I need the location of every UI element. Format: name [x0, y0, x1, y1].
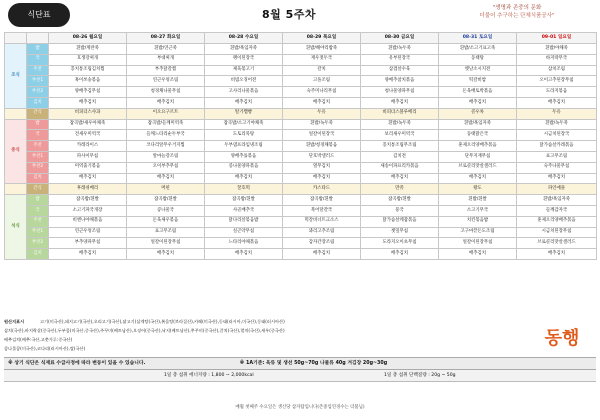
menu-cell: 감자간장조림 [283, 238, 361, 249]
menu-row [5, 141, 597, 152]
menu-cell: 흰밥/녹두죽 [361, 44, 439, 55]
menu-cell: 흰밥/녹두죽 [517, 119, 597, 130]
menu-cell: 표고무조림 [127, 227, 205, 238]
menu-cell: 시금치된장국 [517, 130, 597, 141]
protein-info: 1일 총 섭취 단백질량 : 20g ~ 50g [384, 373, 456, 378]
category-label: 부찬2 [27, 238, 49, 249]
energy-info: 1일 총 섭취 에너지량 : 1,800 ~ 2,000kcal [164, 373, 254, 378]
day-header-row [5, 33, 597, 44]
menu-cell: 브로콜리맛살샐러드 [517, 238, 597, 249]
slogan [442, 4, 592, 20]
menu-cell: 흰밥/야채죽 [517, 44, 597, 55]
menu-cell: 브로콜리맛살샐러드 [439, 162, 517, 173]
menu-cell: 흰밥/흰쌀 [439, 195, 517, 206]
menu-cell: 배추김치 [439, 173, 517, 184]
meal-label: 조식 [5, 44, 27, 109]
menu-cell: 청경채나물무침 [127, 87, 205, 98]
snack-cell: 카스타드 [283, 184, 361, 195]
meal-label: 중식 [5, 119, 27, 184]
menu-cell: 연근우엉조림 [49, 227, 127, 238]
menu-cell: 느타리야채볶음 [205, 238, 283, 249]
menu-row [5, 162, 597, 173]
menu-cell: 김치전 [361, 151, 439, 162]
menu-cell: 콩나물국 [127, 205, 205, 216]
menu-cell: 단호박샐러드 [283, 151, 361, 162]
menu-cell: 부대찌개 [127, 54, 205, 65]
slogan-line1: "생명과 존중의 문화 [492, 5, 542, 11]
menu-cell: 팽이된장국 [205, 54, 283, 65]
menu-cell: 양배추참치볶음 [361, 76, 439, 87]
category-label: 밥 [27, 119, 49, 130]
menu-cell: 동태탕 [439, 54, 517, 65]
snack-cell: 후레쉬베리 [49, 184, 127, 195]
menu-cell: 잡곡밥/들께미역죽 [127, 119, 205, 130]
menu-cell: 갈치 [283, 65, 361, 76]
menu-cell: 잡곡밥/흰쌀 [49, 195, 127, 206]
spacer-cell [5, 184, 27, 195]
day-header: 09-01 일요일 [517, 33, 597, 44]
menu-cell: 카레라이스 [49, 141, 127, 152]
category-label: 주찬 [27, 141, 49, 152]
menu-cell: 잡곡밥/흰쌀 [361, 195, 439, 206]
category-label: 국 [27, 130, 49, 141]
snack-cell: 머핀 [127, 184, 205, 195]
menu-cell: 흰밥/녹두죽 [283, 119, 361, 130]
origin-line: 삼치(국산),바지락살(중국산),두부콩(미국산,중국산),주꾸미(베트남산),오징어(중국산),낙지(베트남산),쭈꾸미(중국산),갈치(국산),멸치(국산),새우(중국산) [4, 328, 285, 333]
notice-bar [4, 357, 596, 370]
menu-cell: 알마늘강조림 [127, 151, 205, 162]
menu-cell: 코다리알무우거지찜 [127, 141, 205, 152]
menu-cell: 잡곡밥/소고기야채죽 [205, 119, 283, 130]
menu-cell: 숙주미나리무침 [283, 87, 361, 98]
menu-cell: 꽈리고추조림 [283, 227, 361, 238]
category-label: 부찬1 [27, 76, 49, 87]
nutrition-bar [4, 370, 596, 382]
menu-cell: 양배추롤볶음 [205, 151, 283, 162]
menu-row [5, 130, 597, 141]
menu-cell: 고구마끝돈도조림 [439, 227, 517, 238]
meal-label: 석식 [5, 195, 27, 260]
logo: 식단표 [8, 3, 70, 27]
snack-cell: 이오요구르트 [127, 108, 205, 119]
menu-cell: 단무지재무침 [439, 151, 517, 162]
menu-cell: 흰밥/계란죽 [49, 44, 127, 55]
menu-cell: 배추김치 [49, 173, 127, 184]
menu-cell: 배추김치 [439, 97, 517, 108]
footer-note: 매월 첫째주 수요일은 생산당 삼자탑입니다(존중입연경수는 더불님) [235, 405, 365, 410]
day-header: 08-27 화요일 [127, 33, 205, 44]
category-label: 간식 [27, 108, 49, 119]
menu-cell: 훈제오리양배추볶음 [439, 141, 517, 152]
menu-cell: 파사이무침 [49, 151, 127, 162]
menu-cell: 삼치조림 [517, 65, 597, 76]
category-label: 김치 [27, 97, 49, 108]
menu-cell: 배추김치 [127, 249, 205, 260]
menu-cell: 배추김치 [517, 249, 597, 260]
snack-cell: 콜우차 [439, 108, 517, 119]
menu-cell: 바지락무국 [517, 54, 597, 65]
origin-text: 고기(미국산),돼지고기(국산),오리고기(국산),닭고기(삼계탕(국산),볶음탕(브라질산),카레(미국산),동태(러시아,미국산),동태(러시아산) [40, 319, 285, 324]
menu-cell: 닭가슴살카레볶음 [517, 141, 597, 152]
menu-cell: 비엔나야채볶음 [49, 216, 127, 227]
menu-row [5, 76, 597, 87]
menu-cell: 훈제오리양배추볶음 [517, 216, 597, 227]
menu-cell: 제육볶고기 [205, 65, 283, 76]
menu-cell: 표고무조림 [517, 151, 597, 162]
snack-cell: 비피더스샤과 [49, 108, 127, 119]
menu-cell: 흰밥/소고기표고죽 [439, 44, 517, 55]
menu-cell: 돈육배토박볶음 [439, 87, 517, 98]
menu-cell: 연근우엉조림 [127, 76, 205, 87]
corner-cell [27, 33, 49, 44]
day-header: 08-29 목요일 [283, 33, 361, 44]
origin-line [4, 317, 524, 326]
menu-cell: 배추김치 [205, 249, 283, 260]
menu-cell: 실곤약무침 [205, 227, 283, 238]
weekly-menu-table [4, 32, 597, 260]
menu-cell: 배추김치 [361, 173, 439, 184]
menu-cell: 두부댐프라임냉조림 [205, 141, 283, 152]
snack-cell: 꿀호떡 [205, 184, 283, 195]
menu-cell: 배추김치 [205, 97, 283, 108]
category-label: 간식 [27, 184, 49, 195]
menu-cell: 배추김치 [127, 173, 205, 184]
category-label: 부찬2 [27, 162, 49, 173]
menu-cell: 배추김치 [517, 97, 597, 108]
menu-row [5, 87, 597, 98]
menu-cell: 재우젓두국 [283, 54, 361, 65]
menu-cell: 들깨느타리순두부국 [127, 130, 205, 141]
menu-cell: 배추김치 [517, 173, 597, 184]
menu-cell: 닭다리살볶음밥 [205, 216, 283, 227]
menu-row [5, 216, 597, 227]
menu-cell: 돈육새우볶음 [127, 216, 205, 227]
menu-cell: 떡갈비너트크소스 [283, 216, 361, 227]
category-label: 국 [27, 205, 49, 216]
menu-cell: 유부된장국 [361, 54, 439, 65]
menu-row [5, 249, 597, 260]
menu-cell: 잡곡밥/흰쌀 [283, 195, 361, 206]
menu-cell: 혹이쏘숭볶음 [49, 76, 127, 87]
menu-cell: 흰밥/녹두죽 [361, 119, 439, 130]
menu-cell: 도토리묵탕 [205, 130, 283, 141]
menu-cell: 젯잎무침 [361, 227, 439, 238]
menu-cell: 소고기무국 [439, 205, 517, 216]
menu-cell: 고사리나물볶음 [205, 87, 283, 98]
menu-cell: 흰밥/청경채볶음 [283, 141, 361, 152]
menu-cell: 엣날소시지전 [439, 65, 517, 76]
menu-cell: 흰밥/흑임자죽 [517, 195, 597, 206]
menu-cell: 부추닭갈찜 [127, 65, 205, 76]
menu-cell: 배추김치 [283, 97, 361, 108]
category-label: 국 [27, 54, 49, 65]
menu-cell: 보리새우미역국 [361, 130, 439, 141]
menu-cell: 얼갈이된장무침 [439, 238, 517, 249]
menu-row [5, 44, 597, 55]
menu-cell: 꽁치통조림무조림 [361, 141, 439, 152]
origin-info [4, 317, 524, 353]
menu-cell: 미역출기볶음 [49, 162, 127, 173]
menu-row [5, 119, 597, 130]
origin-line: 콩나물콩(미국산),코다리(러시아산),쌀(국산) [4, 346, 86, 351]
menu-cell: 소고기파국개장 [49, 205, 127, 216]
menu-cell: 비빔오징어전 [205, 76, 283, 87]
menu-cell: 배추김치 [439, 249, 517, 260]
menu-cell: 배추김치 [49, 249, 127, 260]
menu-cell: 배추김치 [127, 97, 205, 108]
menu-cell: 북어달걀국 [283, 205, 361, 216]
menu-cell: 배추김치 [205, 173, 283, 184]
menu-cell: 잡곡밥/흰쌀 [205, 195, 283, 206]
menu-cell: 오이고추된장무침 [517, 76, 597, 87]
category-label: 주찬 [27, 216, 49, 227]
brand-logo: 동행 [544, 328, 580, 349]
menu-cell: 도라지오이초무침 [361, 238, 439, 249]
menu-row [5, 173, 597, 184]
page-header [0, 0, 600, 32]
menu-row [5, 97, 597, 108]
snack-cell: 비피더스블루베리 [361, 108, 439, 119]
menu-cell: 흰밥/해야리밥죽 [283, 44, 361, 55]
slogan-line2: 더불어 추구하는 단체식품공사" [479, 13, 555, 19]
day-header: 08-28 수요일 [205, 33, 283, 44]
snack-cell: 딸기쨈빵 [205, 108, 283, 119]
category-label: 밥 [27, 195, 49, 206]
menu-cell: 숙주나물무침 [517, 162, 597, 173]
snack-cell: 파인애플 [517, 184, 597, 195]
day-header: 08-26 월요일 [49, 33, 127, 44]
menu-cell: 흰밥/흑임자죽 [205, 44, 283, 55]
snack-row [5, 184, 597, 195]
menu-cell: 떡갈비쌈 [439, 76, 517, 87]
menu-cell: 뭉국 [361, 205, 439, 216]
origin-line: 배추김치(배추:국산,고춧가루:중국산) [4, 337, 73, 342]
menu-cell: 얼갈이된장국 [283, 130, 361, 141]
menu-cell: 오이부추무침 [127, 162, 205, 173]
notice-right: ※ 1A기준: 육류 및 생선 50g~70g 나물류 40g 겨김장 20g~30g [239, 361, 388, 366]
spacer-cell [5, 108, 27, 119]
menu-cell: 청나물양파무침 [361, 87, 439, 98]
menu-cell: 들깨감자국 [517, 205, 597, 216]
menu-row [5, 65, 597, 76]
menu-row [5, 205, 597, 216]
menu-row [5, 238, 597, 249]
notice-left: ※ 상기 식단은 식재료 수급사정에 따라 변동이 있을 수 있습니다. [8, 361, 146, 366]
menu-cell: 흰밥/연근죽 [127, 44, 205, 55]
week-title: 8월 5주차 [262, 8, 317, 21]
menu-cell: 도라지볶음 [517, 87, 597, 98]
category-label: 부찬1 [27, 227, 49, 238]
menu-row [5, 54, 597, 65]
day-header: 08-30 금요일 [361, 33, 439, 44]
menu-cell: 배추김치 [361, 97, 439, 108]
menu-cell: 호생강찌개 [49, 54, 127, 65]
menu-cell: 잡곡밥/새우아채죽 [49, 119, 127, 130]
menu-cell: 배추김치 [49, 97, 127, 108]
menu-cell: 부추양파무침 [49, 238, 127, 249]
menu-cell: 꽁치통조림김치찜 [49, 65, 127, 76]
category-label: 부찬1 [27, 151, 49, 162]
menu-cell: 양배추김무침 [49, 87, 127, 98]
menu-cell: 잡곡밥/흰쌀 [127, 195, 205, 206]
menu-cell: 배추김치 [283, 173, 361, 184]
menu-cell: 시금치된장무침 [517, 227, 597, 238]
snack-row [5, 108, 597, 119]
menu-cell: 삼겹살수육 [361, 65, 439, 76]
menu-cell: 고돌조림 [283, 76, 361, 87]
snack-cell: 두유 [517, 108, 597, 119]
menu-cell: 콩나물양파볶음 [205, 162, 283, 173]
menu-cell: 열무김치 [283, 162, 361, 173]
snack-cell: 두유 [283, 108, 361, 119]
menu-cell: 동태맑은국 [439, 130, 517, 141]
category-label: 부찬2 [27, 87, 49, 98]
snack-cell: 왕도 [439, 184, 517, 195]
menu-cell: 새송이파프리카볶음 [361, 162, 439, 173]
menu-cell: 견새우미역국 [49, 130, 127, 141]
menu-cell: 닭가슴살케찹볶음 [361, 216, 439, 227]
snack-cell: 만쥬 [361, 184, 439, 195]
menu-cell: 배추김치 [361, 249, 439, 260]
menu-cell: 사골배추국 [205, 205, 283, 216]
day-header: 08-31 토요일 [439, 33, 517, 44]
menu-row [5, 195, 597, 206]
origin-label: 원산지표시 [4, 319, 25, 324]
category-label: 김치 [27, 249, 49, 260]
category-label: 김치 [27, 173, 49, 184]
category-label: 주찬 [27, 65, 49, 76]
menu-cell: 치킨볶음밥 [439, 216, 517, 227]
menu-cell: 흰밥/흑임자죽 [439, 119, 517, 130]
menu-cell: 배추김치 [283, 249, 361, 260]
menu-row [5, 227, 597, 238]
menu-row [5, 151, 597, 162]
category-label: 밥 [27, 44, 49, 55]
corner-cell [5, 33, 27, 44]
menu-cell: 얼갈이된장무침 [127, 238, 205, 249]
